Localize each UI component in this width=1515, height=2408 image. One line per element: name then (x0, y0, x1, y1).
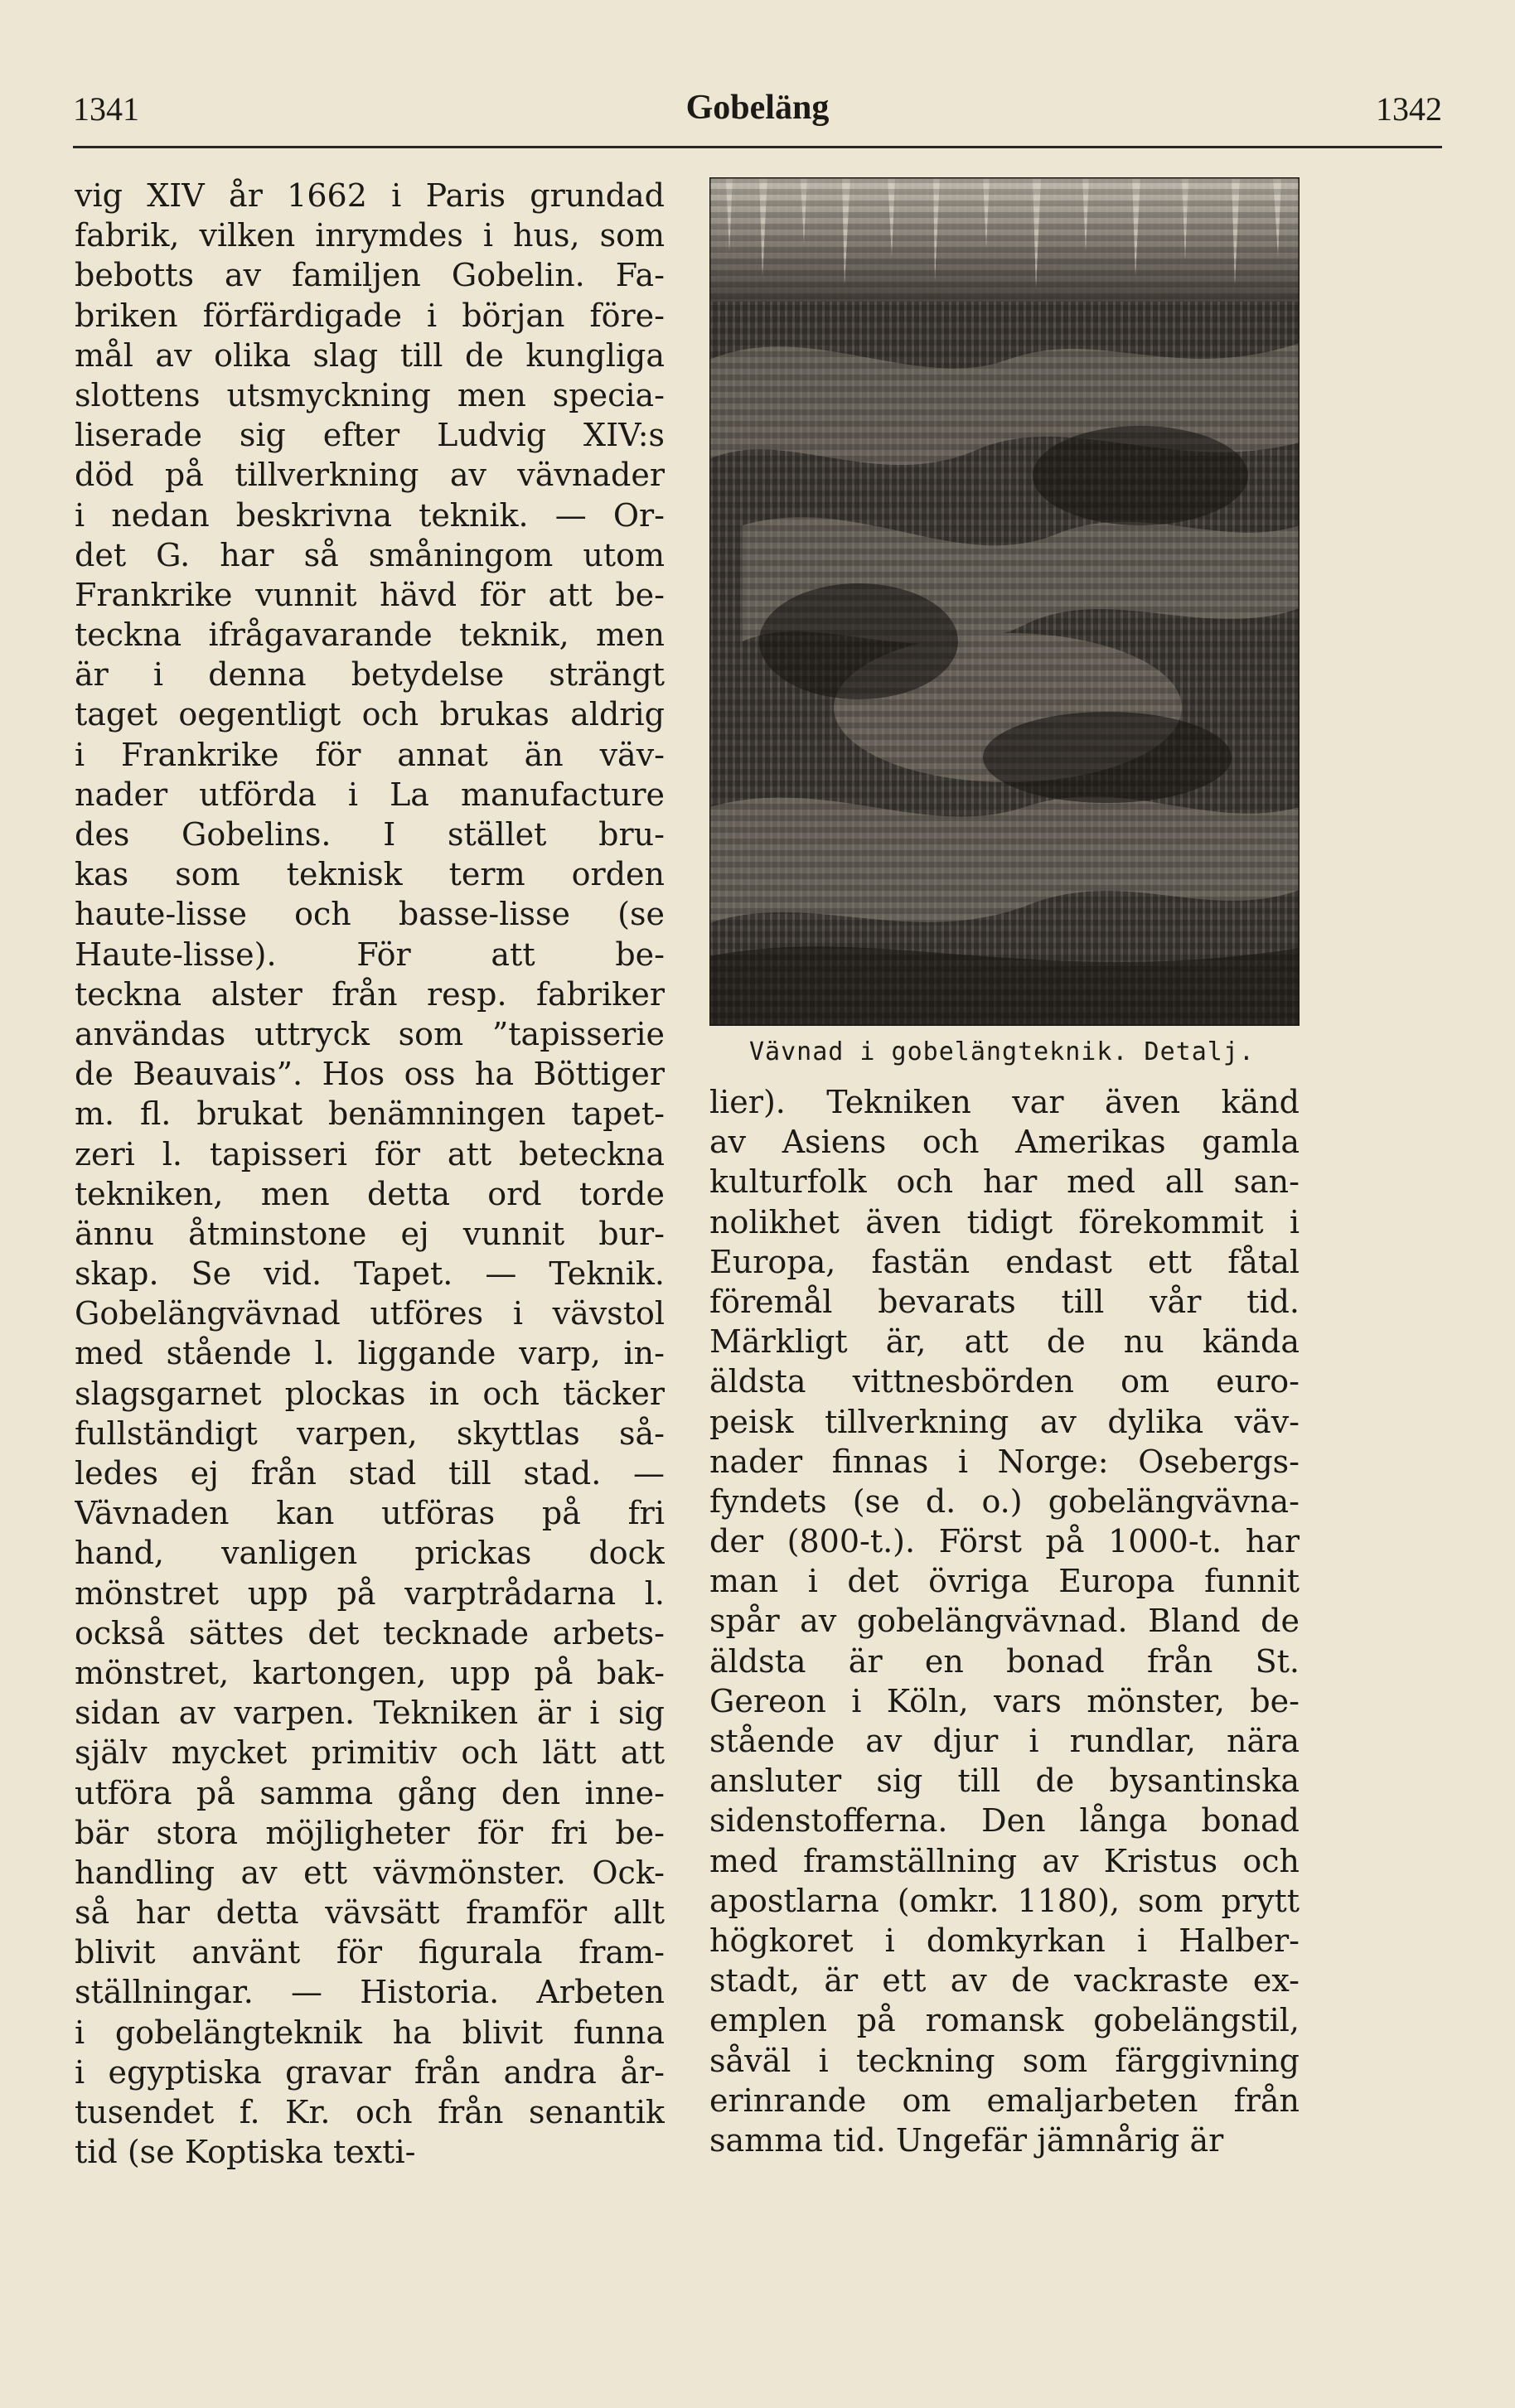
text-line: i nedan beskrivna teknik. — Or- (75, 496, 665, 534)
text-line: med framställning av Kristus och (709, 1842, 1300, 1879)
text-line: Haute-lisse). För att be- (75, 936, 665, 973)
text-line: ledes ej från stad till stad. — (75, 1455, 665, 1492)
text-line: stående av djur i rundlar, nära (709, 1723, 1300, 1759)
text-line: Gobelängvävnad utföres i vävstol (75, 1295, 665, 1332)
text-line: des Gobelins. I stället bru- (75, 816, 665, 853)
headword-title: Gobeläng (685, 89, 830, 127)
text-line: der (800-t.). Först på 1000-t. har (709, 1523, 1300, 1560)
text-line: mål av olika slag till de kungliga (75, 336, 665, 374)
text-line: man i det övriga Europa funnit (709, 1563, 1300, 1600)
text-line: användas uttryck som ”tapisserie (75, 1015, 665, 1052)
text-line: liserade sig efter Ludvig XIV:s (75, 417, 665, 454)
text-line: tekniken, men detta ord torde (75, 1175, 665, 1212)
text-line: såväl i teckning som färggivning (709, 2042, 1300, 2079)
text-line: ställningar. — Historia. Arbeten (75, 1974, 665, 2011)
text-line: taget oegentligt och brukas aldrig (75, 696, 665, 733)
text-line: också sättes det tecknade arbets- (75, 1614, 665, 1651)
text-line: teckna alster från resp. fabriker (75, 975, 665, 1013)
text-line: Märkligt är, att de nu kända (709, 1323, 1300, 1361)
text-line: handling av ett vävmönster. Ock- (75, 1854, 665, 1891)
text-line: ännu åtminstone ej vunnit bur- (75, 1215, 665, 1252)
text-line: kas som teknisk term orden (75, 856, 665, 893)
text-line: själv mycket primitiv och lätt att (75, 1734, 665, 1772)
page-header (73, 83, 1442, 141)
text-line: mönstret, kartongen, upp på bak- (75, 1654, 665, 1691)
text-line: hand, vanligen prickas dock (75, 1535, 665, 1572)
text-line: nader finnas i Norge: Osebergs- (709, 1443, 1300, 1480)
text-line: nader utförda i La manufacture (75, 776, 665, 813)
text-line: erinrande om emaljarbeten från (709, 2082, 1300, 2119)
text-line: spår av gobelängvävnad. Bland de (709, 1603, 1300, 1640)
text-line: tusendet f. Kr. och från senantik (75, 2094, 665, 2130)
text-line: i egyptiska gravar från andra år- (75, 2053, 665, 2091)
page-number-right: 1342 (1376, 90, 1442, 128)
figure-caption: Vävnad i gobelängteknik. Detalj. (749, 1037, 1255, 1066)
text-line: emplen på romansk gobelängstil, (709, 2002, 1300, 2039)
text-line: Frankrike vunnit hävd för att be- (75, 576, 665, 613)
text-line: slottens utsmyckning men specia- (75, 376, 665, 413)
text-line: samma tid. Ungefär jämnårig är (709, 2121, 1224, 2159)
text-line: stadt, är ett av de vackraste ex- (709, 1962, 1300, 1999)
text-line: i Frankrike för annat än väv- (75, 736, 665, 773)
text-line: m. fl. brukat benämningen tapet- (75, 1095, 665, 1133)
text-line: det G. har så småningom utom (75, 536, 665, 573)
left-column-text (75, 176, 665, 2172)
text-line: vig XIV år 1662 i Paris grundad (75, 177, 665, 214)
text-line: nolikhet även tidigt förekommit i (709, 1203, 1300, 1240)
text-line: föremål bevarats till vår tid. (709, 1283, 1300, 1320)
text-line: högkoret i domkyrkan i Halber- (709, 1922, 1300, 1959)
text-line: kulturfolk och har med all san- (709, 1163, 1300, 1201)
text-line: lier). Tekniken var även känd (709, 1084, 1300, 1120)
text-line: fullständigt varpen, skyttlas så- (75, 1414, 665, 1452)
tapestry-photo (709, 177, 1300, 1026)
text-line: zeri l. tapisseri för att beteckna (75, 1135, 665, 1173)
text-line: mönstret upp på varptrådarna l. (75, 1574, 665, 1612)
text-line: sidenstofferna. Den långa bonad (709, 1802, 1300, 1840)
text-line: ansluter sig till de bysantinska (709, 1762, 1300, 1800)
text-line: fyndets (se d. o.) gobelängvävna- (709, 1482, 1300, 1520)
text-line: slagsgarnet plockas in och täcker (75, 1375, 665, 1412)
text-line: med stående l. liggande varp, in- (75, 1335, 665, 1372)
text-line: de Beauvais”. Hos oss ha Böttiger (75, 1056, 665, 1093)
text-line: utföra på samma gång den inne- (75, 1774, 665, 1811)
text-line: Vävnaden kan utföras på fri (75, 1495, 665, 1532)
text-line: död på tillverkning av vävnader (75, 457, 665, 494)
text-line: i gobelängteknik ha blivit funna (75, 2014, 665, 2051)
text-line: av Asiens och Amerikas gamla (709, 1124, 1300, 1161)
tapestry-figure (709, 177, 1300, 1026)
header-rule (73, 146, 1442, 148)
text-line: äldsta är en bonad från St. (709, 1642, 1300, 1680)
text-line: teckna ifrågavarande teknik, men (75, 617, 665, 654)
text-line: är i denna betydelse strängt (75, 656, 665, 694)
text-line: apostlarna (omkr. 1180), som prytt (709, 1882, 1300, 1919)
text-line: bär stora möjligheter för fri be- (75, 1814, 665, 1851)
right-column-text (709, 1082, 1300, 2160)
text-line: bebotts av familjen Gobelin. Fa- (75, 257, 665, 294)
text-line: äldsta vittnesbörden om euro- (709, 1363, 1300, 1400)
text-line: så har detta vävsätt framför allt (75, 1894, 665, 1932)
text-line: briken förfärdigade i början före- (75, 297, 665, 334)
text-line: blivit använt för figurala fram- (75, 1934, 665, 1971)
text-line: sidan av varpen. Tekniken är i sig (75, 1695, 665, 1732)
text-line: skap. Se vid. Tapet. — Teknik. (75, 1255, 665, 1293)
text-line: fabrik, vilken inrymdes i hus, som (75, 217, 665, 254)
text-line: Europa, fastän endast ett fåtal (709, 1243, 1300, 1280)
text-line: haute-lisse och basse-lisse (se (75, 896, 665, 933)
text-line: Gereon i Köln, vars mönster, be- (709, 1682, 1300, 1719)
text-line: peisk tillverkning av dylika väv- (709, 1403, 1300, 1440)
page-number-left: 1341 (73, 90, 139, 128)
text-line: tid (se Koptiska texti- (75, 2134, 416, 2171)
